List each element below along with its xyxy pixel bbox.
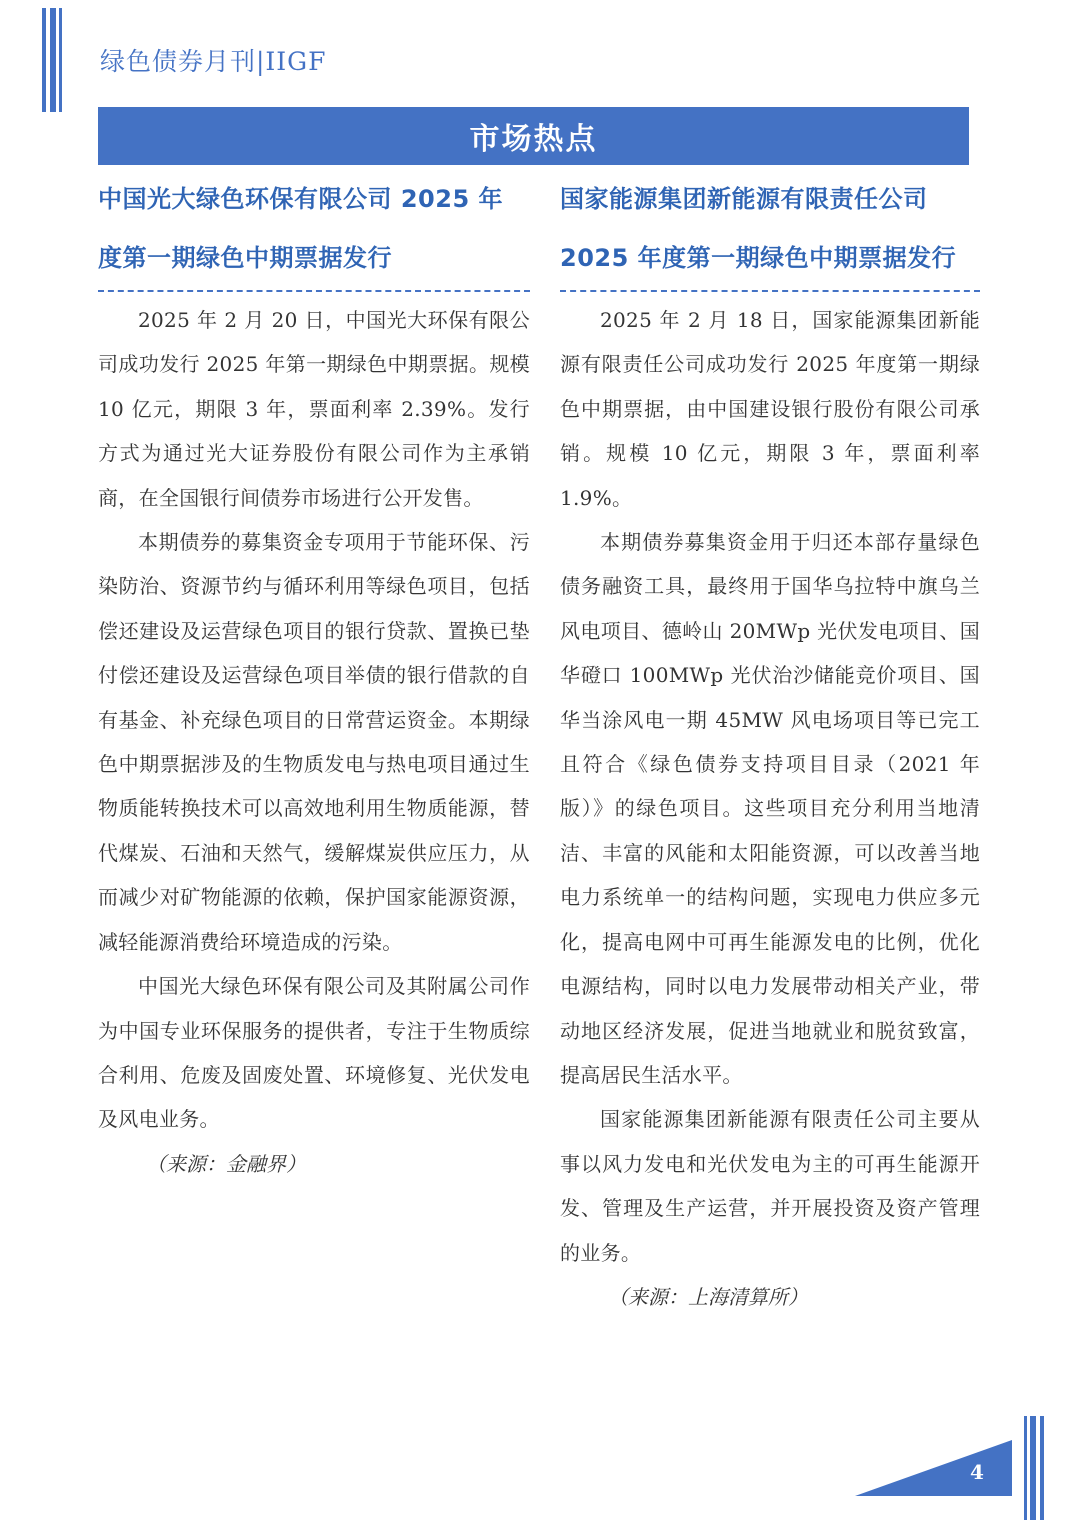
left-article-paragraph: 本期债券的募集资金专项用于节能环保、污染防治、资源节约与循环利用等绿色项目，包括偿还建设及运营绿色项目的银行贷款、置换已垫付偿还建设及运营绿色项目举债的银行借款的自有基金、补充绿色项目的日常营运资金。本期绿色中期票据涉及的生物质发电与热电项目通过生物质能转换技术可以高效地利用生物质能源，替代煤炭、石油和天然气，缓解煤炭供应压力，从而减少对矿物能源的依赖，保护国家能源资源，减轻能源消费给环境造成的污染。 bbox=[98, 530, 530, 954]
right-article-title-line2: 2025 年度第一期绿色中期票据发行 bbox=[560, 244, 957, 272]
left-article-paragraph: 中国光大绿色环保有限公司及其附属公司作为中国专业环保服务的提供者，专注于生物质综合利用、危废及固废处置、环境修复、光伏发电及风电业务。 bbox=[98, 974, 530, 1132]
page-number: 4 bbox=[970, 1460, 984, 1484]
left-article-title-line2: 度第一期绿色中期票据发行 bbox=[98, 244, 392, 272]
left-article bbox=[98, 170, 530, 1186]
left-article-divider bbox=[98, 290, 530, 292]
left-article-source: （来源：金融界） bbox=[146, 1151, 306, 1176]
right-article bbox=[560, 170, 980, 1319]
left-article-title bbox=[98, 170, 530, 288]
right-article-title bbox=[560, 170, 980, 288]
right-article-paragraph: 本期债券募集资金用于归还本部存量绿色债务融资工具，最终用于国华乌拉特中旗乌兰风电项目、德岭山 20MWp 光伏发电项目、国华磴口 100MWp 光伏治沙储能竞价项目、国华当涂风电一期 45MW 风电场项目等已完工且符合《绿色债券支持项目目录（2021 年版）》的绿色项目。这些项目充分利用当地清洁、丰富的风能和太阳能资源，可以改善当地电力系统单一的结构问题，实现电力供应多元化，提高电网中可再生能源发电的比例，优化电源结构，同时以电力发展带动相关产业，带动地区经济发展，促进当地就业和脱贫致富，提高居民生活水平。 bbox=[560, 530, 980, 1087]
header-title: 绿色债券月刊|IIGF bbox=[100, 47, 327, 76]
right-article-paragraph: 国家能源集团新能源有限责任公司主要从事以风力发电和光伏发电为主的可再生能源开发、管理及生产运营，并开展投资及资产管理的业务。 bbox=[560, 1107, 980, 1265]
left-article-paragraph: 2025 年 2 月 20 日，中国光大环保有限公司成功发行 2025 年第一期绿色中期票据。规模 10 亿元，期限 3 年，票面利率 2.39%。发行方式为通过光大证券股份有限公司作为主承销商，在全国银行间债券市场进行公开发售。 bbox=[98, 308, 530, 510]
footer-decoration-bars bbox=[1024, 1416, 1046, 1520]
left-article-title-line1: 中国光大绿色环保有限公司 2025 年 bbox=[98, 185, 504, 213]
section-banner bbox=[98, 107, 969, 165]
right-article-paragraph: 2025 年 2 月 18 日，国家能源集团新能源有限责任公司成功发行 2025 年度第一期绿色中期票据，由中国建设银行股份有限公司承销。规模 10 亿元，期限 3 年，票面利率 1.9%。 bbox=[560, 308, 980, 510]
right-article-source: （来源：上海清算所） bbox=[608, 1284, 808, 1309]
section-banner-title: 市场热点 bbox=[469, 122, 598, 157]
header-decoration-bars bbox=[42, 8, 64, 112]
right-article-divider bbox=[560, 290, 980, 292]
right-article-title-line1: 国家能源集团新能源有限责任公司 bbox=[560, 185, 928, 213]
